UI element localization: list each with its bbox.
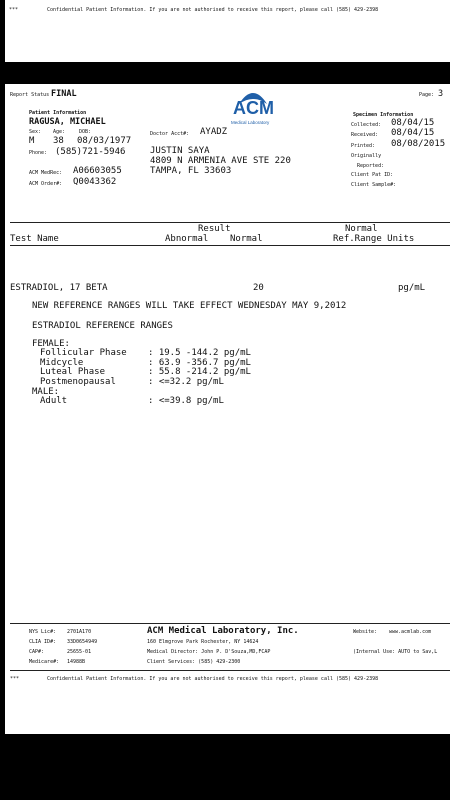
age-label: Age: (53, 129, 66, 135)
client-pat-label: Client Pat ID: (351, 172, 394, 178)
medicare-value: 14988B (67, 659, 86, 665)
col-abnormal: Abnormal (165, 234, 209, 244)
received-date: 08/04/15 (391, 128, 435, 138)
range-label: Adult (40, 396, 68, 406)
acm-logo (227, 86, 279, 130)
col-ref-range-units: Ref.Range Units (333, 234, 415, 244)
printed-label: Printed: (351, 143, 376, 149)
range-label: Follicular Phase (40, 348, 127, 358)
clia-label: CLIA ID#: (29, 639, 57, 645)
patient-sex: M (29, 136, 35, 146)
nys-value: 2701A170 (67, 629, 92, 635)
range-label: Luteal Phase (40, 367, 106, 377)
patient-order: Q0043362 (73, 177, 117, 187)
female-label: FEMALE: (32, 339, 70, 349)
patient-age: 38 (53, 136, 64, 146)
note-new-ranges: NEW REFERENCE RANGES WILL TAKE EFFECT WEDNESDAY MAY 9,2012 (32, 301, 347, 311)
test-name: ESTRADIOL, 17 BETA (10, 283, 108, 293)
client-sample-label: Client Sample#: (351, 182, 397, 188)
website-link[interactable]: www.acmlab.com (389, 629, 432, 635)
result-value: 20 (253, 283, 264, 293)
header-rule-top (10, 222, 450, 223)
page-label: Page: (419, 92, 435, 98)
internal-use: (Internal Use: AUTO to Sav,L (353, 649, 438, 655)
specimen-info-label: Specimen Information (353, 112, 414, 118)
cap-value: 25655-01 (67, 649, 92, 655)
patient-phone: (585)721-5946 (55, 147, 126, 157)
footer-services: Client Services: (585) 429-2300 (147, 659, 241, 665)
medrec-label: ACM MedRec: (29, 170, 63, 176)
doctor-acct-label: Doctor Acct#: (150, 131, 190, 137)
doctor-address2: TAMPA, FL 33603 (150, 166, 232, 176)
header-rule-bottom (10, 245, 450, 246)
originally-label: Originally (351, 153, 382, 159)
website-label: Website: (353, 629, 378, 635)
cap-label: CAP#: (29, 649, 45, 655)
footer-rule-2 (10, 670, 450, 671)
nys-label: NYS Lic#: (29, 629, 57, 635)
reported-label: Reported: (357, 163, 385, 169)
footer-director: Medical Director: John P. D'Souza,MD,FCAP (147, 649, 271, 655)
report-status-label: Report Status (10, 92, 50, 98)
collected-date: 08/04/15 (391, 118, 435, 128)
clia-value: 33D0654949 (67, 639, 98, 645)
logo-text: ACM (233, 98, 274, 118)
report-page (5, 84, 450, 734)
range-value: : 63.9 -356.7 pg/mL (148, 358, 251, 368)
order-label: ACM Order#: (29, 181, 63, 187)
patient-info-label: Patient Information (29, 110, 87, 116)
doctor-acct: AYADZ (200, 127, 228, 137)
bottom-stars: *** (10, 676, 20, 682)
col-normal-top: Normal (345, 224, 378, 234)
top-stars: *** (9, 7, 19, 13)
result-units: pg/mL (398, 283, 426, 293)
dob-label: DOB: (79, 129, 92, 135)
range-label: Midcycle (40, 358, 84, 368)
top-confidential-notice: Confidential Patient Information. If you are not authorised to receive this report, please call (585) 429-2398 (47, 7, 379, 13)
col-result: Result (198, 224, 231, 234)
phone-label: Phone: (29, 150, 48, 156)
doctor-address1: 4809 N ARMENIA AVE STE 220 (150, 156, 291, 166)
footer-address: 160 Elmgrove Park Rochester, NY 14624 (147, 639, 259, 645)
male-label: MALE: (32, 387, 60, 397)
top-strip (5, 0, 450, 62)
page-number: 3 (438, 89, 444, 99)
footer-rule (10, 623, 450, 624)
received-label: Received: (351, 132, 379, 138)
collected-label: Collected: (351, 122, 382, 128)
patient-name: RAGUSA, MICHAEL (29, 117, 106, 127)
range-label: Postmenopausal (40, 377, 116, 387)
bottom-confidential-notice: Confidential Patient Information. If you are not authorised to receive this report, please call (585) 429-2398 (47, 676, 379, 682)
col-test-name: Test Name (10, 234, 59, 244)
range-value: : 19.5 -144.2 pg/mL (148, 348, 251, 358)
note-estradiol-ranges: ESTRADIOL REFERENCE RANGES (32, 321, 173, 331)
medicare-label: Medicare#: (29, 659, 60, 665)
printed-date: 08/08/2015 (391, 139, 446, 149)
patient-medrec: A06603055 (73, 166, 122, 176)
doctor-name: JUSTIN SAYA (150, 146, 210, 156)
sex-label: Sex: (29, 129, 42, 135)
range-value: : <=32.2 pg/mL (148, 377, 224, 387)
patient-dob: 08/03/1977 (77, 136, 132, 146)
range-value: : <=39.8 pg/mL (148, 396, 224, 406)
footer-lab-name: ACM Medical Laboratory, Inc. (147, 626, 299, 636)
report-status-value: FINAL (51, 89, 77, 99)
logo-subtext: Medical Laboratory (231, 120, 270, 125)
col-normal: Normal (230, 234, 263, 244)
range-value: : 55.8 -214.2 pg/mL (148, 367, 251, 377)
